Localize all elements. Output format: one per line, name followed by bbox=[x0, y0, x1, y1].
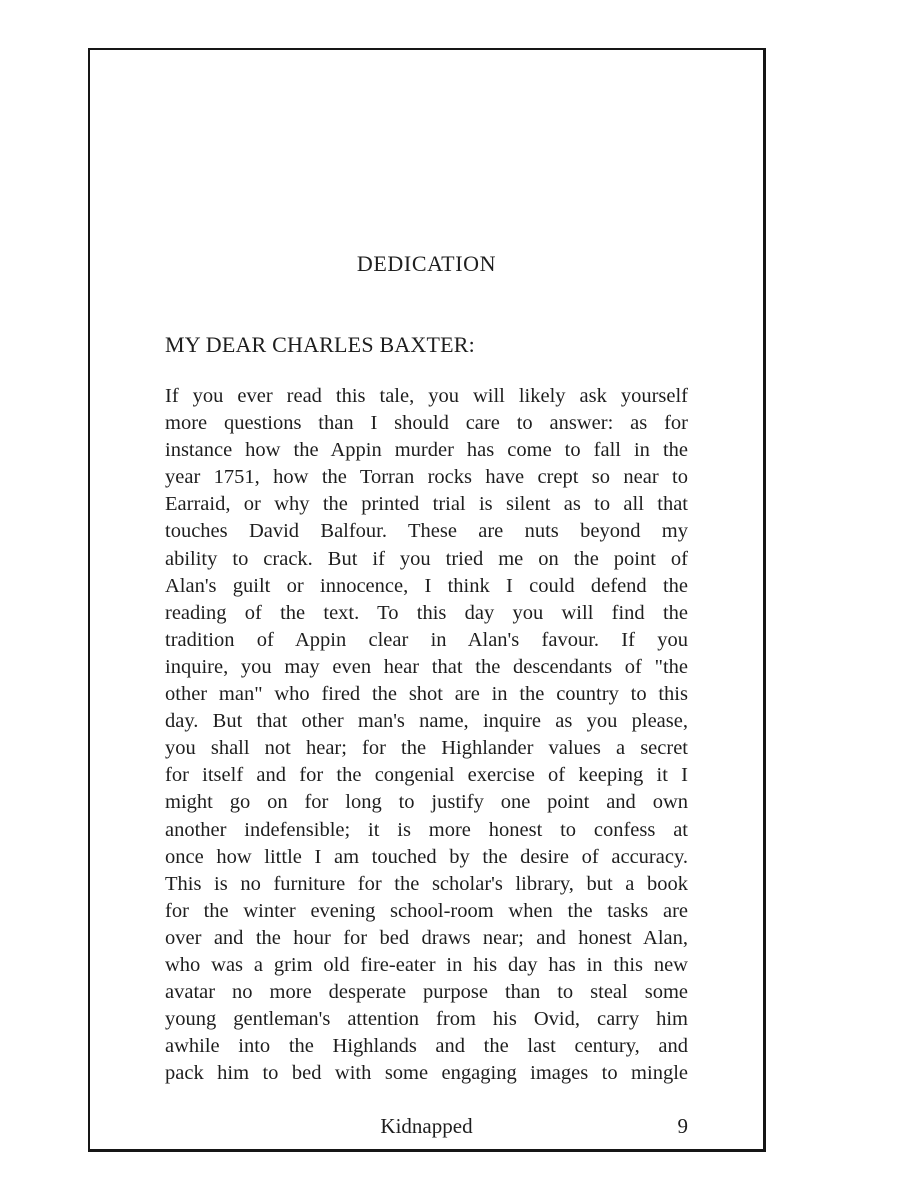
body-line: This is no furniture for the scholar's library, but a book bbox=[165, 872, 688, 895]
body-line: awhile into the Highlands and the last century, and bbox=[165, 1035, 688, 1058]
body-line: who was a grim old fire-eater in his day has in this new bbox=[165, 953, 688, 976]
body-line: for the winter evening school-room when the tasks are bbox=[165, 899, 688, 922]
body-line: for itself and for the congenial exercise of keeping it I bbox=[165, 764, 688, 787]
running-title: Kidnapped bbox=[380, 1114, 473, 1138]
body-line: other man" who fired the shot are in the country to this bbox=[165, 683, 688, 706]
page-number: 9 bbox=[677, 1114, 688, 1138]
body-line: day. But that other man's name, inquire as you please, bbox=[165, 710, 688, 733]
body-line: more questions than I should care to answer: as for bbox=[165, 412, 688, 435]
body-line: instance how the Appin murder has come to fall in the bbox=[165, 439, 688, 462]
body-line: another indefensible; it is more honest to confess at bbox=[165, 818, 688, 841]
body-line: tradition of Appin clear in Alan's favour. If you bbox=[165, 628, 688, 651]
page-border-frame bbox=[88, 48, 766, 1152]
body-line: once how little I am touched by the desire of accuracy. bbox=[165, 845, 688, 868]
body-paragraph bbox=[165, 383, 688, 1087]
body-line: avatar no more desperate purpose than to steal some bbox=[165, 981, 688, 1004]
body-line: might go on for long to justify one point and own bbox=[165, 791, 688, 814]
page-footer bbox=[165, 1114, 688, 1139]
body-line: If you ever read this tale, you will likely ask yourself bbox=[165, 385, 688, 407]
body-line: Earraid, or why the printed trial is silent as to all that bbox=[165, 493, 688, 516]
body-line: Alan's guilt or innocence, I think I could defend the bbox=[165, 574, 688, 597]
body-line: young gentleman's attention from his Ovid, carry him bbox=[165, 1008, 688, 1031]
body-line: you shall not hear; for the Highlander values a secret bbox=[165, 737, 688, 760]
body-line: pack him to bed with some engaging images to mingle bbox=[165, 1062, 688, 1085]
body-line: inquire, you may even hear that the descendants of "the bbox=[165, 655, 688, 678]
body-line: touches David Balfour. These are nuts beyond my bbox=[165, 520, 688, 543]
body-line: year 1751, how the Torran rocks have crept so near to bbox=[165, 466, 688, 489]
body-line: reading of the text. To this day you will find the bbox=[165, 601, 688, 624]
body-line: over and the hour for bed draws near; and honest Alan, bbox=[165, 926, 688, 949]
body-line: ability to crack. But if you tried me on the point of bbox=[165, 547, 688, 570]
salutation-line: MY DEAR CHARLES BAXTER: bbox=[165, 332, 475, 357]
page-title: DEDICATION bbox=[356, 251, 497, 276]
